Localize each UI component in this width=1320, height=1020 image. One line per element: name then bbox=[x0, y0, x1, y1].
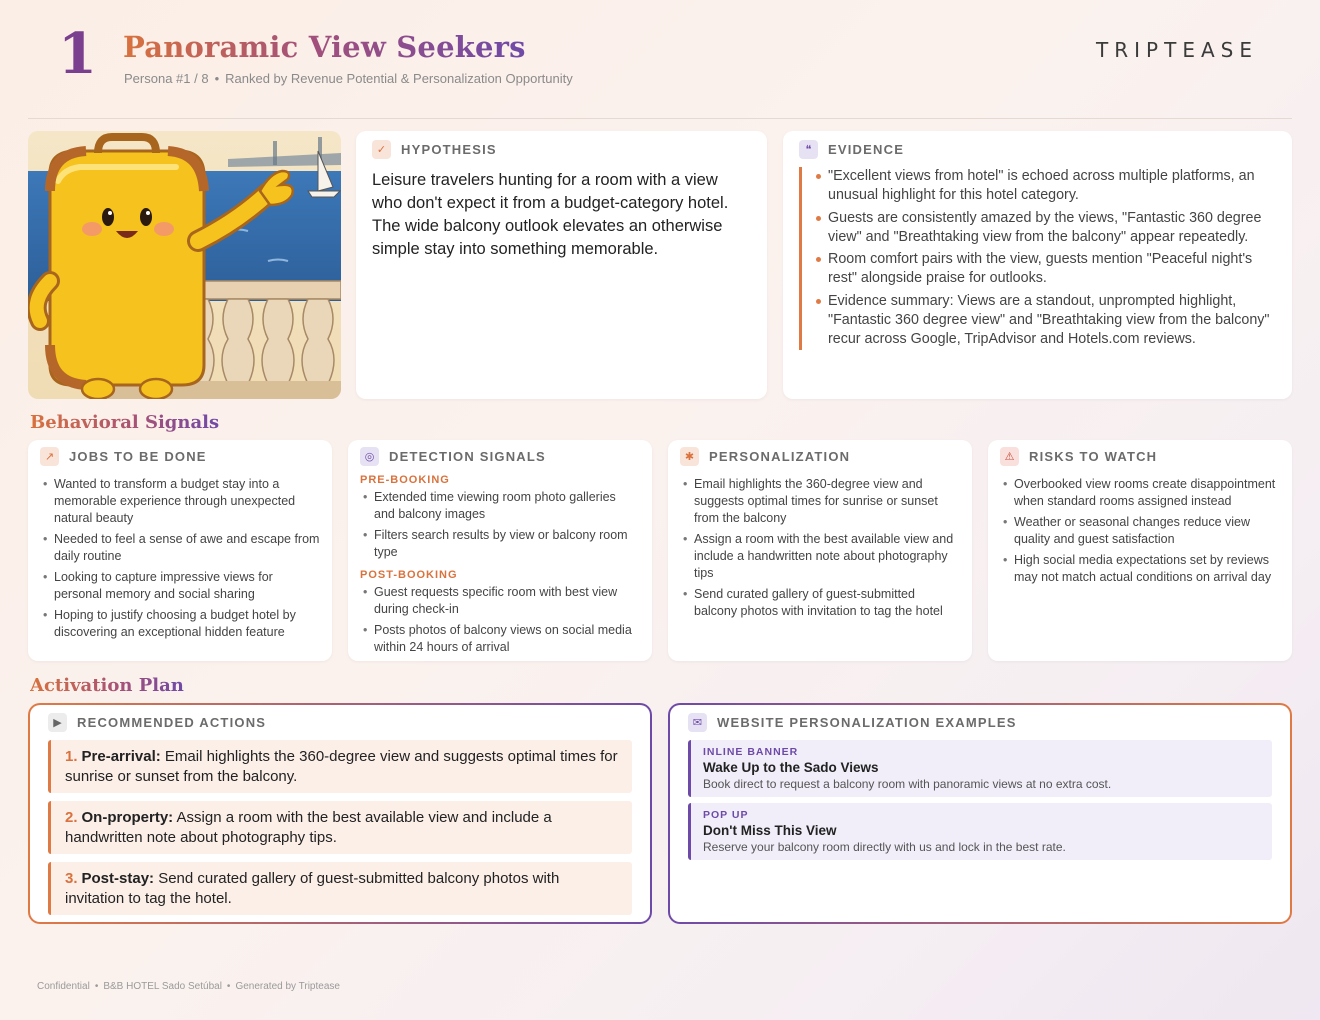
hypothesis-card bbox=[356, 131, 767, 399]
list-item: • Send curated gallery of guest-submitted balcony photos with invitation to tag the hotel bbox=[680, 586, 960, 620]
evidence-card bbox=[783, 131, 1292, 399]
hypothesis-header bbox=[372, 140, 751, 159]
personalization-card bbox=[668, 440, 972, 661]
action-number: 3. bbox=[65, 870, 78, 887]
detection-label: DETECTION SIGNALS bbox=[389, 449, 546, 464]
actions-header bbox=[48, 713, 632, 732]
separator-dot: • bbox=[94, 981, 99, 992]
actions-list bbox=[48, 740, 632, 915]
check-icon: ✓ bbox=[372, 140, 391, 159]
jobs-header bbox=[40, 447, 320, 466]
personalization-list bbox=[680, 476, 960, 620]
post-booking-list bbox=[360, 584, 640, 656]
action-item bbox=[48, 801, 632, 854]
web-example-item bbox=[688, 803, 1272, 860]
pre-booking-list bbox=[360, 489, 640, 561]
web-example-item bbox=[688, 740, 1272, 797]
list-item: • Needed to feel a sense of awe and escape from daily routine bbox=[40, 531, 320, 565]
brand-logo: TRIPTEASE bbox=[1096, 38, 1258, 62]
list-item: • Extended time viewing room photo galleries and balcony images bbox=[360, 489, 640, 523]
jobs-list bbox=[40, 476, 320, 641]
evidence-label: EVIDENCE bbox=[828, 142, 905, 157]
action-phase: On-property: bbox=[81, 809, 174, 826]
action-item bbox=[48, 740, 632, 793]
risks-card bbox=[988, 440, 1292, 661]
arrow-up-right-icon: ↗ bbox=[40, 447, 59, 466]
header-divider bbox=[28, 118, 1292, 119]
action-phase: Pre-arrival: bbox=[81, 748, 161, 765]
persona-rank-number: 1 bbox=[58, 21, 97, 87]
actions-label: RECOMMENDED ACTIONS bbox=[77, 715, 267, 730]
risks-header bbox=[1000, 447, 1280, 466]
recommended-actions-panel bbox=[28, 703, 652, 924]
persona-title: Panoramic View Seekers bbox=[123, 30, 526, 64]
action-text: Send curated gallery of guest-submitted balcony photos with invitation to tag the hotel. bbox=[65, 870, 560, 907]
pre-booking-label: PRE-BOOKING bbox=[360, 474, 450, 486]
list-item: • High social media expectations set by reviews may not match actual conditions on arrival day bbox=[1000, 552, 1280, 586]
web-label: WEBSITE PERSONALIZATION EXAMPLES bbox=[717, 715, 1017, 730]
action-item bbox=[48, 862, 632, 915]
evidence-header bbox=[799, 140, 1276, 159]
evidence-item: "Excellent views from hotel" is echoed across multiple platforms, an unusual highlight for this hotel category. bbox=[816, 167, 1276, 206]
evidence-item: Room comfort pairs with the view, guests mention "Peaceful night's rest" alongside praise for outlooks. bbox=[816, 250, 1276, 289]
separator-dot: • bbox=[214, 71, 220, 86]
web-examples-list bbox=[688, 740, 1272, 860]
evidence-item: Evidence summary: Views are a standout, unprompted highlight, "Fantastic 360 degree view" and "Breathtaking view from the balcony" recur across Google, TripAdvisor and Hotels.com reviews. bbox=[816, 292, 1276, 350]
play-icon: ▶ bbox=[48, 713, 67, 732]
web-example-title: Don't Miss This View bbox=[703, 823, 837, 838]
footer-hotel: B&B HOTEL Sado Setúbal bbox=[103, 981, 222, 992]
persona-subtitle bbox=[124, 71, 573, 86]
sparkle-icon: ✱ bbox=[680, 447, 699, 466]
list-item: • Weather or seasonal changes reduce view quality and guest satisfaction bbox=[1000, 514, 1280, 548]
web-example-body: Book direct to request a balcony room with panoramic views at no extra cost. bbox=[703, 777, 1112, 791]
behavioral-signals-heading: Behavioral Signals bbox=[30, 412, 220, 433]
envelope-icon: ✉ bbox=[688, 713, 707, 732]
activation-plan-heading: Activation Plan bbox=[30, 675, 184, 696]
action-number: 2. bbox=[65, 809, 78, 826]
risks-list bbox=[1000, 476, 1280, 586]
hypothesis-text: Leisure travelers hunting for a room with a view who don't expect it from a budget-category hotel. The wide balcony outlook elevates an otherwise simple stay into something memorable. bbox=[372, 171, 729, 258]
jobs-label: JOBS TO BE DONE bbox=[69, 449, 207, 464]
evidence-list bbox=[816, 167, 1276, 350]
list-item: • Guest requests specific room with best view during check-in bbox=[360, 584, 640, 618]
list-item: • Email highlights the 360-degree view and suggests optimal times for sunrise or sunset from the balcony bbox=[680, 476, 960, 527]
list-item: • Overbooked view rooms create disappointment when standard rooms assigned instead bbox=[1000, 476, 1280, 510]
list-item: • Assign a room with the best available view and include a handwritten note about photography tips bbox=[680, 531, 960, 582]
risks-label: RISKS TO WATCH bbox=[1029, 449, 1158, 464]
list-item: • Looking to capture impressive views for personal memory and social sharing bbox=[40, 569, 320, 603]
warning-icon: ⚠ bbox=[1000, 447, 1019, 466]
quote-icon: ❝ bbox=[799, 140, 818, 159]
ranking-note: Ranked by Revenue Potential & Personalization Opportunity bbox=[225, 71, 573, 86]
persona-illustration bbox=[28, 131, 341, 399]
web-example-type: INLINE BANNER bbox=[703, 746, 799, 758]
list-item: • Filters search results by view or balcony room type bbox=[360, 527, 640, 561]
action-phase: Post-stay: bbox=[81, 870, 155, 887]
action-text: Assign a room with the best available view and include a handwritten note about photography tips. bbox=[65, 809, 552, 846]
evidence-list-wrapper bbox=[799, 167, 1276, 350]
web-header bbox=[688, 713, 1272, 732]
detection-header bbox=[360, 447, 640, 466]
web-example-type: POP UP bbox=[703, 809, 749, 821]
radar-icon: ◎ bbox=[360, 447, 379, 466]
web-example-title: Wake Up to the Sado Views bbox=[703, 760, 879, 775]
list-item: • Posts photos of balcony views on social media within 24 hours of arrival bbox=[360, 622, 640, 656]
jobs-to-be-done-card bbox=[28, 440, 332, 661]
footer-generated: Generated by Triptease bbox=[235, 981, 340, 992]
hypothesis-label: HYPOTHESIS bbox=[401, 142, 497, 157]
evidence-item: Guests are consistently amazed by the views, "Fantastic 360 degree view" and "Breathtaking view from the balcony" appear repeatedly. bbox=[816, 209, 1276, 248]
list-item: • Wanted to transform a budget stay into a memorable experience through unexpected natural beauty bbox=[40, 476, 320, 527]
list-item: • Hoping to justify choosing a budget hotel by discovering an exceptional hidden feature bbox=[40, 607, 320, 641]
suitcase-mascot-illustration bbox=[28, 131, 341, 399]
personalization-header bbox=[680, 447, 960, 466]
footer bbox=[37, 981, 340, 992]
action-text: Email highlights the 360-degree view and suggests optimal times for sunrise or sunset from the balcony. bbox=[65, 748, 618, 785]
action-number: 1. bbox=[65, 748, 78, 765]
persona-index: Persona #1 / 8 bbox=[124, 71, 209, 86]
personalization-label: PERSONALIZATION bbox=[709, 449, 851, 464]
footer-confidential: Confidential bbox=[37, 981, 90, 992]
separator-dot: • bbox=[226, 981, 231, 992]
detection-signals-card bbox=[348, 440, 652, 661]
post-booking-label: POST-BOOKING bbox=[360, 569, 458, 581]
website-personalization-panel bbox=[668, 703, 1292, 924]
web-example-body: Reserve your balcony room directly with us and lock in the best rate. bbox=[703, 840, 1066, 854]
